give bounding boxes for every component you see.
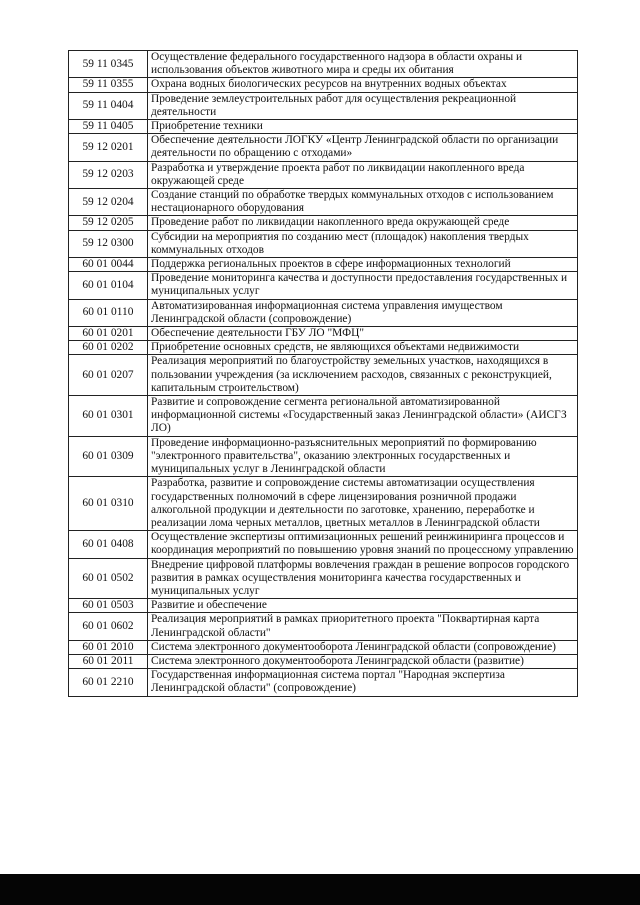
row-code: 60 01 0110	[69, 299, 148, 326]
row-description: Поддержка региональных проектов в сфере информационных технологий	[148, 258, 578, 272]
row-code: 60 01 0310	[69, 477, 148, 531]
row-code: 59 12 0300	[69, 230, 148, 257]
table-row	[69, 396, 578, 437]
row-code: 60 01 0104	[69, 272, 148, 299]
row-description: Охрана водных биологических ресурсов на внутренних водных объектах	[148, 78, 578, 92]
table-row	[69, 216, 578, 230]
table-row	[69, 189, 578, 216]
table-row	[69, 230, 578, 257]
row-code: 60 01 2010	[69, 640, 148, 654]
table-row	[69, 355, 578, 396]
table-row	[69, 599, 578, 613]
row-description: Проведение информационно-разъяснительных мероприятий по формированию "электронного правительства", оказанию электронных государственных и муниципальных услуг в Ленинградской области	[148, 436, 578, 477]
table-row	[69, 161, 578, 188]
table-row	[69, 78, 578, 92]
table-row	[69, 531, 578, 558]
table-row	[69, 477, 578, 531]
row-code: 60 01 0503	[69, 599, 148, 613]
row-description: Внедрение цифровой платформы вовлечения граждан в решение вопросов городского развития в рамках осуществления мониторинга качества государственных и муниципальных услуг	[148, 558, 578, 599]
row-code: 60 01 0202	[69, 341, 148, 355]
row-description: Проведение землеустроительных работ для осуществления рекреационной деятельности	[148, 92, 578, 119]
table-row	[69, 654, 578, 668]
row-description: Разработка, развитие и сопровождение системы автоматизации осуществления государственных полномочий в сфере лицензирования розничной продажи алкогольной продукции и деятельности по заготовке, хранению, переработке и реализации лома черных металлов, цветных металлов в Ленинградской области	[148, 477, 578, 531]
row-code: 60 01 2210	[69, 669, 148, 696]
row-code: 60 01 0408	[69, 531, 148, 558]
row-code: 60 01 0044	[69, 258, 148, 272]
row-code: 59 12 0205	[69, 216, 148, 230]
row-code: 59 11 0404	[69, 92, 148, 119]
row-code: 60 01 0207	[69, 355, 148, 396]
table-row	[69, 613, 578, 640]
row-description: Реализация мероприятий по благоустройству земельных участков, находящихся в пользовании учреждения (за исключением расходов, связанных с реконструкцией, капитальным строительством)	[148, 355, 578, 396]
row-code: 59 12 0201	[69, 134, 148, 161]
row-code: 60 01 0201	[69, 327, 148, 341]
row-description: Приобретение техники	[148, 120, 578, 134]
row-code: 59 11 0405	[69, 120, 148, 134]
table-body	[69, 51, 578, 697]
row-code: 60 01 0602	[69, 613, 148, 640]
row-description: Осуществление федерального государственного надзора в области охраны и использования объектов животного мира и среды их обитания	[148, 51, 578, 78]
row-description: Развитие и обеспечение	[148, 599, 578, 613]
row-description: Развитие и сопровождение сегмента региональной автоматизированной информационной системы «Государственный заказ Ленинградской области» (АИСГЗ ЛО)	[148, 396, 578, 437]
table-row	[69, 51, 578, 78]
table-row	[69, 272, 578, 299]
row-description: Автоматизированная информационная система управления имуществом Ленинградской области (сопровождение)	[148, 299, 578, 326]
row-description: Разработка и утверждение проекта работ по ликвидации накопленного вреда окружающей среде	[148, 161, 578, 188]
row-description: Система электронного документооборота Ленинградской области (развитие)	[148, 654, 578, 668]
row-description: Проведение работ по ликвидации накопленного вреда окружающей среде	[148, 216, 578, 230]
row-description: Субсидии на мероприятия по созданию мест (площадок) накопления твердых коммунальных отходов	[148, 230, 578, 257]
table-row	[69, 134, 578, 161]
table-row	[69, 669, 578, 696]
table-row	[69, 120, 578, 134]
table-row	[69, 299, 578, 326]
budget-code-table	[68, 50, 578, 697]
row-description: Реализация мероприятий в рамках приоритетного проекта "Поквартирная карта Ленинградской области"	[148, 613, 578, 640]
row-code: 59 12 0204	[69, 189, 148, 216]
table-row	[69, 558, 578, 599]
row-code: 60 01 0309	[69, 436, 148, 477]
table-row	[69, 92, 578, 119]
table-row	[69, 640, 578, 654]
row-code: 59 12 0203	[69, 161, 148, 188]
table-row	[69, 436, 578, 477]
row-code: 60 01 2011	[69, 654, 148, 668]
scan-bottom-edge	[0, 874, 640, 905]
table-row	[69, 341, 578, 355]
row-description: Осуществление экспертизы оптимизационных решений реинжиниринга процессов и координация мероприятий по повышению уровня знаний по процессному управлению	[148, 531, 578, 558]
table-row	[69, 258, 578, 272]
row-description: Государственная информационная система портал "Народная экспертиза Ленинградской области" (сопровождение)	[148, 669, 578, 696]
row-code: 59 11 0345	[69, 51, 148, 78]
row-code: 60 01 0301	[69, 396, 148, 437]
row-code: 59 11 0355	[69, 78, 148, 92]
table-row	[69, 327, 578, 341]
row-description: Проведение мониторинга качества и доступности предоставления государственных и муниципальных услуг	[148, 272, 578, 299]
row-description: Приобретение основных средств, не являющихся объектами недвижимости	[148, 341, 578, 355]
row-description: Обеспечение деятельности ЛОГКУ «Центр Ленинградской области по организации деятельности по обращению с отходами»	[148, 134, 578, 161]
row-description: Система электронного документооборота Ленинградской области (сопровождение)	[148, 640, 578, 654]
row-description: Создание станций по обработке твердых коммунальных отходов с использованием нестационарного оборудования	[148, 189, 578, 216]
row-description: Обеспечение деятельности ГБУ ЛО "МФЦ"	[148, 327, 578, 341]
row-code: 60 01 0502	[69, 558, 148, 599]
